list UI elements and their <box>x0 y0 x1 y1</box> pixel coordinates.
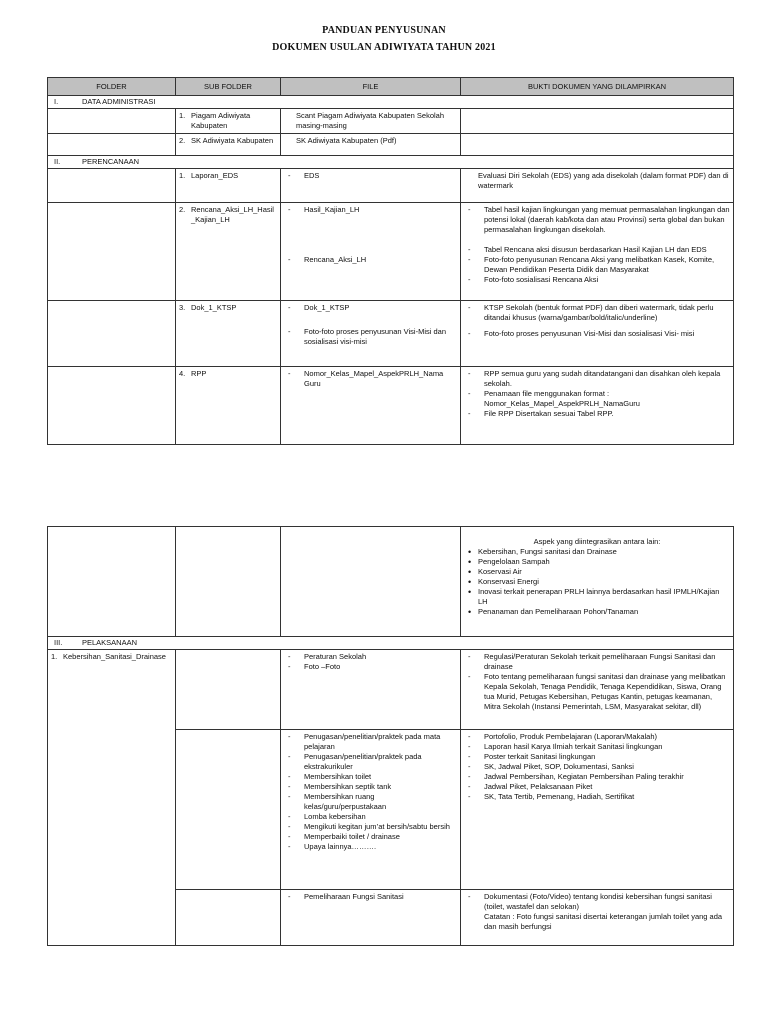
row-number: 2. <box>179 205 186 214</box>
bukti-item: - RPP semua guru yang sudah ditandatangani dan disahkan oleh kepala sekolah. <box>464 369 730 389</box>
row-number: 2. <box>179 136 186 145</box>
file-name: - Mengikuti kegitan jum’at bersih/sabtu bersih <box>284 822 457 832</box>
table-row <box>48 650 734 730</box>
bukti-item: - Dokumentasi (Foto/Video) tentang kondisi kebersihan fungsi sanitasi (toilet, wastafel dan selokan) Catatan : Foto fungsi sanitasi disertai keterangan jumlah toilet yang ada dan masih berfungsi <box>464 892 730 932</box>
aspek-item: • Penanaman dan Pemeliharaan Pohon/Tanaman <box>464 607 730 617</box>
section-row-plan <box>48 156 734 169</box>
sub-folder-name: Rencana_Aksi_LH_Hasil_Kajian_LH <box>191 205 274 224</box>
bukti-item: - Foto tentang pemeliharaan fungsi sanitasi dan drainase yang melibatkan Kepala Sekolah, Tenaga Pendidik, Tenaga Kependidikan, Siswa, Orang tua Murid, Petugas Kebersihan, Petugas Kantin, petugas keamanan, Mitra Sekolah (Instansi Pemerintah, LSM, Masyarakat sekitar, dll) <box>464 672 730 712</box>
sub-folder-name: Dok_1_KTSP <box>191 303 237 312</box>
guide-table-part-2 <box>47 526 734 946</box>
bukti-item: - Portofolio, Produk Pembelajaran (Laporan/Makalah) <box>464 732 730 742</box>
bukti-item: - Jadwal Pembersihan, Kegiatan Pembersihan Paling terakhir <box>464 772 730 782</box>
bukti-item: - Tabel hasil kajian lingkungan yang memuat permasalahan lingkungan dan potensi lokal (daerah kab/kota dan atau Provinsi) serta global dan bukan permasalahan lingkungan disekolah. <box>464 205 730 235</box>
row-number: 3. <box>179 303 186 312</box>
bukti-item: - Penamaan file menggunakan format : Nomor_Kelas_Mapel_AspekPRLH_NamaGuru <box>464 389 730 409</box>
aspek-item: • Koservasi Air <box>464 567 730 577</box>
bukti-item: - Laporan hasil Karya Ilmiah terkait Sanitasi lingkungan <box>464 742 730 752</box>
table-header-row <box>48 78 734 96</box>
aspek-item: • Inovasi terkait penerapan PRLH lainnya berdasarkan hasil IPMLH/Kajian LH <box>464 587 730 607</box>
table-row <box>48 527 734 637</box>
section-row-admin <box>48 96 734 109</box>
column-header-folder: FOLDER <box>48 78 176 96</box>
file-name: - Membersihkan ruang kelas/guru/perpustakaan <box>284 792 457 812</box>
table-row <box>48 301 734 367</box>
table-row <box>48 134 734 156</box>
row-number: 1. <box>179 111 186 120</box>
file-name: - Penugasan/penelitian/praktek pada ekstrakurikuler <box>284 752 457 772</box>
bukti-item: - File RPP Disertakan sesuai Tabel RPP. <box>464 409 730 419</box>
folder-name: Kebersihan_Sanitasi_Drainase <box>63 652 166 661</box>
file-name: - Pemeliharaan Fungsi Sanitasi <box>284 892 457 902</box>
bukti-item: - Jadwal Piket, Pelaksanaan Piket <box>464 782 730 792</box>
table-row <box>48 203 734 301</box>
document-subtitle: DOKUMEN USULAN ADIWIYATA TAHUN 2021 <box>272 42 496 53</box>
file-name: - Memperbaiki toilet / drainase <box>284 832 457 842</box>
file-name: - Foto –Foto <box>284 662 457 672</box>
table-row <box>48 169 734 203</box>
file-name: - Hasil_Kajian_LH <box>284 205 457 215</box>
section-number: I. <box>54 97 59 106</box>
file-name: SK Adiwiyata Kabupaten (Pdf) <box>296 136 397 145</box>
file-name: - Dok_1_KTSP <box>284 303 457 313</box>
guide-table-part-1 <box>47 77 734 445</box>
sub-folder-name: Laporan_EDS <box>191 171 239 180</box>
aspek-item: • Pengelolaan Sampah <box>464 557 730 567</box>
aspek-item: • Kebersihan, Fungsi sanitasi dan Drainase <box>464 547 730 557</box>
bukti-text: Evaluasi Diri Sekolah (EDS) yang ada disekolah (dalam format PDF) dan di watermark <box>478 171 729 190</box>
row-number: 4. <box>179 369 186 378</box>
column-header-sub-folder: SUB FOLDER <box>176 78 281 96</box>
section-number: III. <box>54 638 63 647</box>
document-title: PANDUAN PENYUSUNAN <box>322 25 446 36</box>
table-row <box>48 367 734 445</box>
file-name: - Membersihkan toilet <box>284 772 457 782</box>
sub-folder-name: RPP <box>191 369 207 378</box>
file-name: - Lomba kebersihan <box>284 812 457 822</box>
bukti-item: - KTSP Sekolah (bentuk format PDF) dan diberi watermark, tidak perlu ditandai khusus (warna/gambar/bold/italic/underline) <box>464 303 730 323</box>
bukti-item: - Regulasi/Peraturan Sekolah terkait pemeliharaan Fungsi Sanitasi dan drainase <box>464 652 730 672</box>
column-header-file: FILE <box>281 78 461 96</box>
table-row <box>48 109 734 134</box>
bukti-item: - Tabel Rencana aksi disusun berdasarkan Hasil Kajian LH dan EDS <box>464 245 730 255</box>
bukti-item: - SK, Tata Tertib, Pemenang, Hadiah, Sertifikat <box>464 792 730 802</box>
bukti-item: - Poster terkait Sanitasi lingkungan <box>464 752 730 762</box>
file-name: Scant Piagam Adiwiyata Kabupaten Sekolah masing-masing <box>296 111 445 130</box>
section-label: PERENCANAAN <box>82 157 140 166</box>
aspek-item: • Konservasi Energi <box>464 577 730 587</box>
file-name: - Peraturan Sekolah <box>284 652 457 662</box>
section-number: II. <box>54 157 61 166</box>
section-label: PELAKSANAAN <box>82 638 138 647</box>
file-name: - EDS <box>284 171 457 181</box>
file-name: - Rencana_Aksi_LH <box>284 255 457 265</box>
file-name: - Foto-foto proses penyusunan Visi-Misi dan sosialisasi visi-misi <box>284 327 457 347</box>
bukti-note: Catatan : Foto fungsi sanitasi disertai keterangan jumlah toilet yang ada dan masih berfungsi <box>484 912 723 931</box>
bukti-item: - SK, Jadwal Piket, SOP, Dokumentasi, Sanksi <box>464 762 730 772</box>
file-name: - Penugasan/penelitian/praktek pada mata pelajaran <box>284 732 457 752</box>
file-name: - Upaya lainnya………. <box>284 842 457 852</box>
column-header-bukti: BUKTI DOKUMEN YANG DILAMPIRKAN <box>461 78 734 96</box>
bukti-item: - Foto-foto penyusunan Rencana Aksi yang melibatkan Kasek, Komite, Dewan Pendidikan Peserta Didik dan Masyarakat <box>464 255 730 275</box>
row-number: 1. <box>179 171 186 180</box>
section-row-exec <box>48 637 734 650</box>
file-name: - Nomor_Kelas_Mapel_AspekPRLH_Nama Guru <box>284 369 457 389</box>
sub-folder-name: Piagam Adiwiyata Kabupaten <box>191 111 251 130</box>
aspek-heading: Aspek yang diintegrasikan antara lain: <box>533 537 661 546</box>
file-name: - Membersihkan septik tank <box>284 782 457 792</box>
section-label: DATA ADMINISTRASI <box>82 97 156 106</box>
sub-folder-name: SK Adiwiyata Kabupaten <box>191 136 274 145</box>
row-number: 1. <box>51 652 58 661</box>
bukti-item: - Foto-foto proses penyusunan Visi-Misi dan sosialisasi Visi- misi <box>464 329 730 339</box>
bukti-item: - Foto-foto sosialisasi Rencana Aksi <box>464 275 730 285</box>
